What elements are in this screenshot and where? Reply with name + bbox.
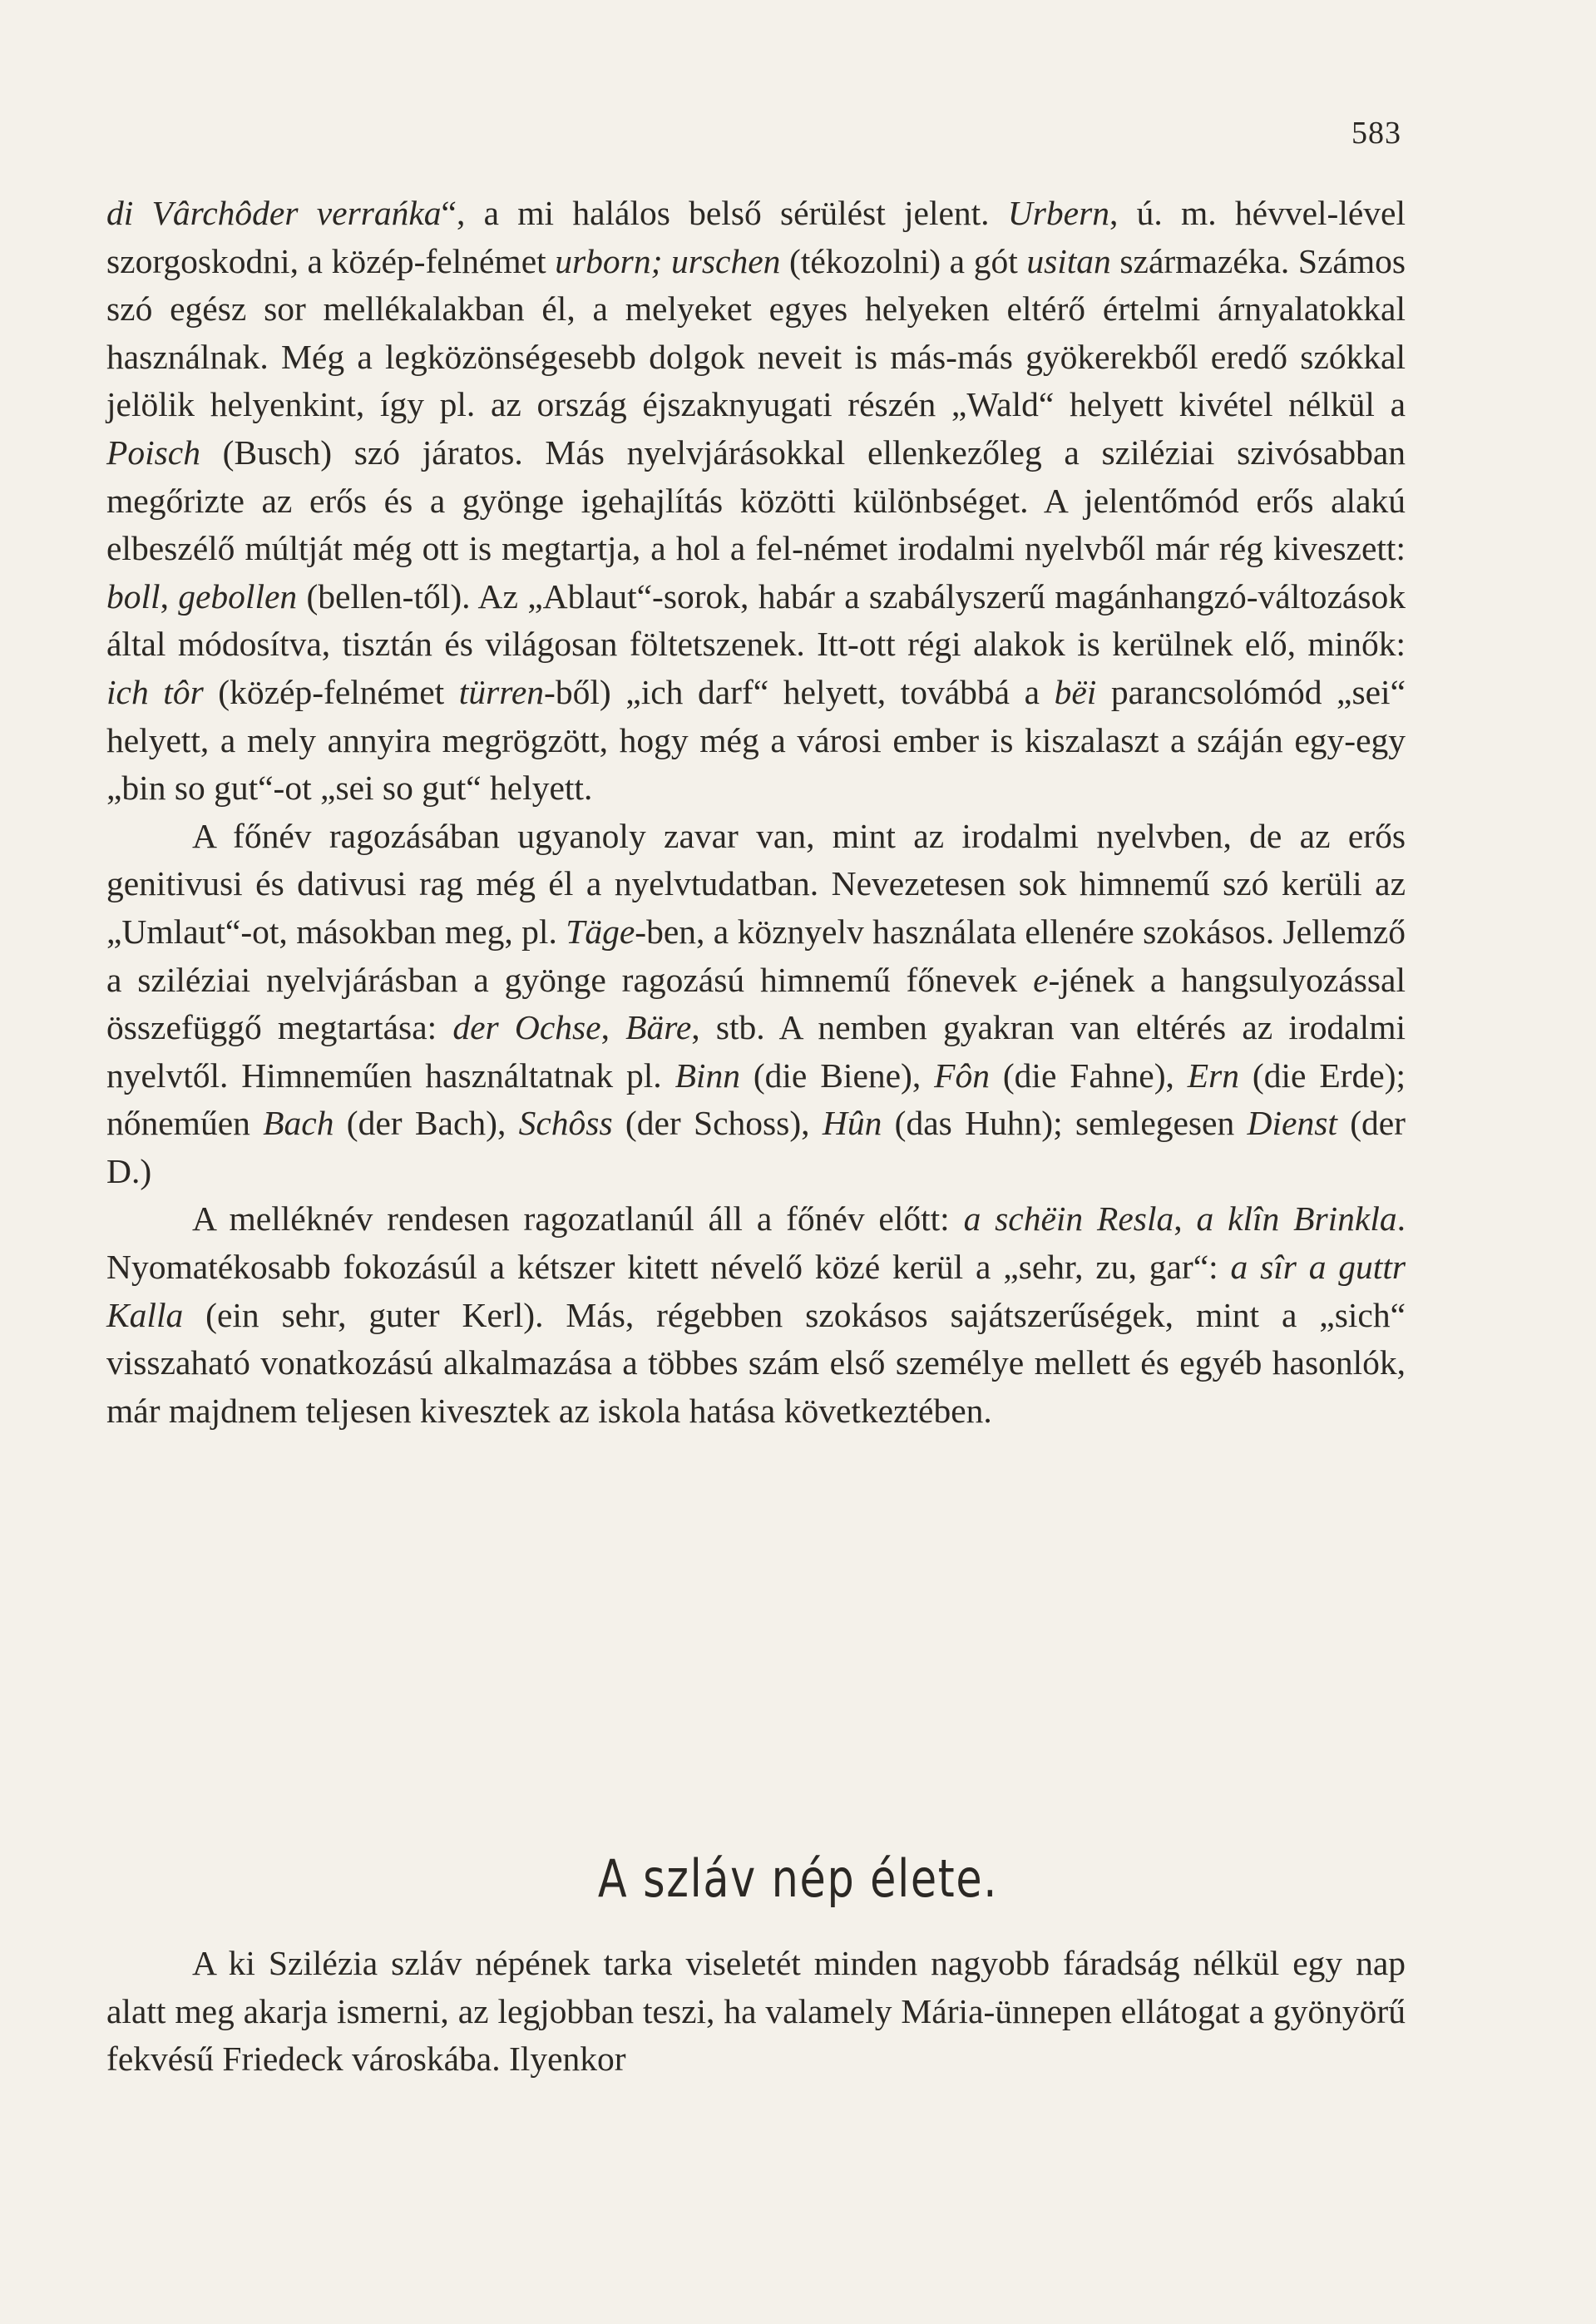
italic-term: a sîr a guttr Kalla: [106, 1248, 1406, 1334]
italic-term: Bäre: [625, 1008, 692, 1047]
italic-term: di Vârchôder verrańka: [106, 194, 442, 232]
text-run: “, a mi halálos belső sérülést jelent.: [441, 194, 1008, 232]
italic-term: Täge: [566, 912, 635, 951]
text-run: (das Huhn); semlegesen: [882, 1104, 1248, 1143]
text-run: (közép-felnémet: [203, 672, 459, 711]
italic-term: Ern: [1187, 1056, 1240, 1095]
italic-term: Poisch: [106, 433, 200, 472]
italic-term: türren: [458, 672, 545, 711]
text-run: (der Schoss),: [612, 1104, 823, 1143]
text-run: (Busch) szó járatos. Más nyelvjárásokkal ellenkezőleg a sziléziai szivósabban megőrizte az erős és a gyönge igehajlítás közötti különbséget. A jelentőmód erős alakú elbeszélő múltját még ott is megtartja, a hol a fel-német irodalmi nyelvből már rég kiveszett:: [106, 433, 1406, 568]
italic-term: der Ochse: [452, 1008, 601, 1047]
text-run: A melléknév rendesen ragozatlanúl áll a főnév előtt:: [192, 1199, 964, 1239]
italic-term: Urbern: [1007, 194, 1109, 232]
section-heading: A szláv nép élete.: [597, 1848, 999, 1909]
text-run: -ben, a köznyelv használata ellenére szokásos. Jellemző a sziléziai nyelvjárásban a gyönge ragozású himnemű főnevek: [106, 912, 1406, 999]
text-run: , stb. A nemben gyakran van eltérés az irodalmi nyelvtől. Himneműen használtatnak pl.: [106, 1008, 1406, 1095]
text-run: (der D.): [106, 1104, 1406, 1190]
italic-term: gebollen: [178, 576, 298, 616]
paragraph-slavic-costume: A ki Szilézia szláv népének tarka viseletét minden nagyobb fáradság nélkül egy nap alatt meg akarja ismerni, az legjobban teszi, ha valamely Mária-ünnepen ellátogat a gyönyörű fekvésű Friedeck városkába. Ilyenkor: [106, 1944, 1406, 2079]
page-number: 583: [1351, 116, 1401, 151]
italic-term: boll: [106, 576, 161, 616]
text-run: (tékozolni) a gót: [780, 241, 1027, 280]
text-run: ,: [1174, 1199, 1197, 1239]
text-run: (ein sehr, guter Kerl). Más, régebben szokásos sajátszerűségek, mint a „sich“ visszaható vonatkozású alkalmazása a többes szám első személye mellett és egyéb hasonlók, már majdnem teljesen kivesztek az iskola hatása következtében.: [106, 1295, 1406, 1430]
italic-term: Fôn: [934, 1056, 990, 1095]
section-body: [106, 1940, 1406, 2084]
italic-term: Schôss: [518, 1104, 613, 1143]
italic-term: ich tôr: [106, 672, 204, 711]
italic-term: e: [1033, 960, 1049, 999]
paragraph-adjectives: [106, 1195, 1406, 1435]
italic-term: bëi: [1054, 672, 1097, 711]
article-body: [106, 190, 1406, 1435]
italic-term: urborn; urschen: [555, 241, 781, 280]
text-run: , ú. m. hévvel-lével szorgoskodni, a közép-felnémet: [106, 194, 1406, 280]
paragraph-noun-declension: [106, 813, 1406, 1196]
text-run: (der Bach),: [334, 1104, 519, 1143]
text-run: A főnév ragozásában ugyanoly zavar van, mint az irodalmi nyelvben, de az erős genitivusi és dativusi rag még él a nyelvtudatban. Nevezetesen sok himnemű szó kerüli az „Umlaut“-ot, másokban meg, pl.: [106, 816, 1406, 951]
text-run: ,: [160, 576, 179, 616]
text-run: . Nyomatékosabb fokozásúl a kétszer kitett névelő közé kerül a „sehr, zu, gar“:: [106, 1199, 1406, 1287]
paragraph-dialect-vocabulary: [106, 190, 1406, 813]
text-run: -jének a hangsulyozással összefüggő megtartása:: [106, 960, 1406, 1047]
italic-term: Binn: [674, 1056, 740, 1095]
italic-term: Bach: [263, 1104, 334, 1143]
italic-term: usitan: [1026, 241, 1111, 280]
text-run: (die Fahne),: [989, 1056, 1188, 1095]
italic-term: Hûn: [822, 1104, 882, 1143]
text-run: (bellen-től). Az „Ablaut“-sorok, habár a szabályszerű magánhangzó-változások által módosítva, tisztán és világosan föltetszenek. Itt-ott régi alakok is kerülnek elő, minők:: [106, 576, 1406, 664]
text-run: -ből) „ich darf“ helyett, továbbá a: [544, 672, 1055, 711]
text-run: (die Biene),: [739, 1056, 935, 1095]
text-run: származéka. Számos szó egész sor mellékalakban él, a melyeket egyes helyeken eltérő értelmi árnyalatokkal használnak. Még a legközönségesebb dolgok neveit is más-más gyökerekből eredő szókkal jelölik helyenkint, így pl. az ország éjszaknyugati részén „Wald“ helyett kivétel nélkül a: [106, 241, 1406, 424]
italic-term: a klîn Brinkla: [1196, 1199, 1397, 1239]
text-run: ,: [600, 1008, 626, 1047]
italic-term: Dienst: [1247, 1104, 1337, 1143]
italic-term: a schëin Resla: [963, 1199, 1174, 1239]
text-run: parancsolómód „sei“ helyett, a mely annyira megrögzött, hogy még a városi ember is kiszalaszt a száján egy-egy „bin so gut“-ot „sei so gut“ helyett.: [106, 672, 1406, 808]
text-run: (die Erde); nőneműen: [106, 1056, 1406, 1143]
